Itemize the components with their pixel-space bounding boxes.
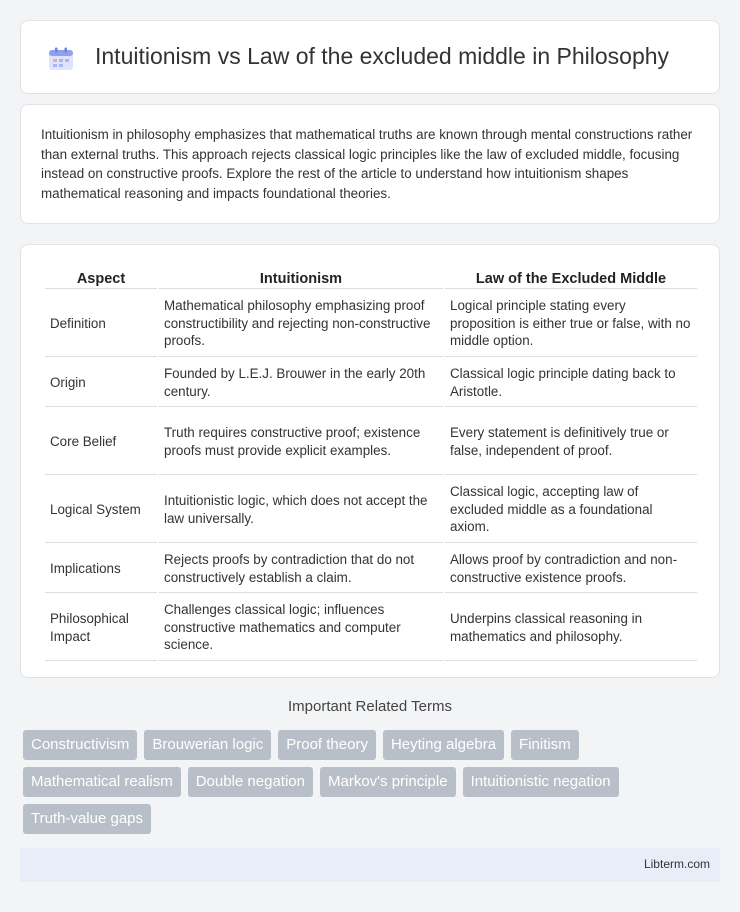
excluded-middle-cell: Every statement is definitively true or false, independent of proof. xyxy=(445,409,697,475)
aspect-cell: Implications xyxy=(45,545,157,593)
comparison-table xyxy=(43,265,699,663)
footer-site-link[interactable]: Libterm.com xyxy=(643,857,710,871)
related-term-tag[interactable]: Truth-value gaps xyxy=(23,804,151,834)
aspect-cell: Definition xyxy=(45,291,157,357)
column-header-aspect: Aspect xyxy=(45,267,157,289)
related-term-tag[interactable]: Intuitionistic negation xyxy=(463,767,619,797)
aspect-cell: Logical System xyxy=(45,477,157,543)
related-term-tag[interactable]: Proof theory xyxy=(278,730,376,760)
related-terms-title: Important Related Terms xyxy=(288,698,452,715)
related-term-tag[interactable]: Mathematical realism xyxy=(23,767,181,797)
related-term-tag[interactable]: Brouwerian logic xyxy=(144,730,271,760)
table-row xyxy=(45,359,697,407)
excluded-middle-cell: Classical logic, accepting law of excluded middle as a foundational axiom. xyxy=(445,477,697,543)
intuitionism-cell: Mathematical philosophy emphasizing proof constructibility and rejecting non-constructive proofs. xyxy=(159,291,443,357)
intuitionism-cell: Challenges classical logic; influences constructive mathematics and computer science. xyxy=(159,595,443,661)
intuitionism-cell: Truth requires constructive proof; existence proofs must provide explicit examples. xyxy=(159,409,443,475)
intro-paragraph: Intuitionism in philosophy emphasizes that mathematical truths are known through mental constructions rather than external truths. This approach rejects classical logic principles like the law of excluded middle, focusing instead on constructive proofs. Explore the rest of the article to understand how intuitionism shapes mathematical reasoning and impacts foundational theories. xyxy=(41,127,693,201)
excluded-middle-cell: Classical logic principle dating back to Aristotle. xyxy=(445,359,697,407)
excluded-middle-cell: Underpins classical reasoning in mathematics and philosophy. xyxy=(445,595,697,661)
related-term-tag[interactable]: Markov's principle xyxy=(320,767,456,797)
aspect-cell: Origin xyxy=(45,359,157,407)
related-terms-tags xyxy=(23,730,723,834)
excluded-middle-cell: Allows proof by contradiction and non-constructive existence proofs. xyxy=(445,545,697,593)
related-term-tag[interactable]: Heyting algebra xyxy=(383,730,504,760)
page-title: Intuitionism vs Law of the excluded middle in Philosophy xyxy=(95,43,670,69)
table-row xyxy=(45,291,697,357)
column-header-intuitionism: Intuitionism xyxy=(159,267,443,289)
table-row xyxy=(45,409,697,475)
excluded-middle-cell: Logical principle stating every proposition is either true or false, with no middle option. xyxy=(445,291,697,357)
intuitionism-cell: Rejects proofs by contradiction that do not constructively establish a claim. xyxy=(159,545,443,593)
table-row xyxy=(45,477,697,543)
aspect-cell: Core Belief xyxy=(45,409,157,475)
comparison-card xyxy=(20,244,720,678)
related-term-tag[interactable]: Double negation xyxy=(188,767,313,797)
related-term-tag[interactable]: Constructivism xyxy=(23,730,137,760)
header-card xyxy=(20,20,720,94)
footer xyxy=(20,848,720,882)
table-header-row xyxy=(45,267,697,289)
related-term-tag[interactable]: Finitism xyxy=(511,730,579,760)
document-list-icon xyxy=(48,47,74,71)
intro-card xyxy=(20,104,720,224)
intuitionism-cell: Founded by L.E.J. Brouwer in the early 20th century. xyxy=(159,359,443,407)
intuitionism-cell: Intuitionistic logic, which does not accept the law universally. xyxy=(159,477,443,543)
aspect-cell: Philosophical Impact xyxy=(45,595,157,661)
table-row xyxy=(45,545,697,593)
table-row xyxy=(45,595,697,661)
column-header-excluded-middle: Law of the Excluded Middle xyxy=(445,267,697,289)
